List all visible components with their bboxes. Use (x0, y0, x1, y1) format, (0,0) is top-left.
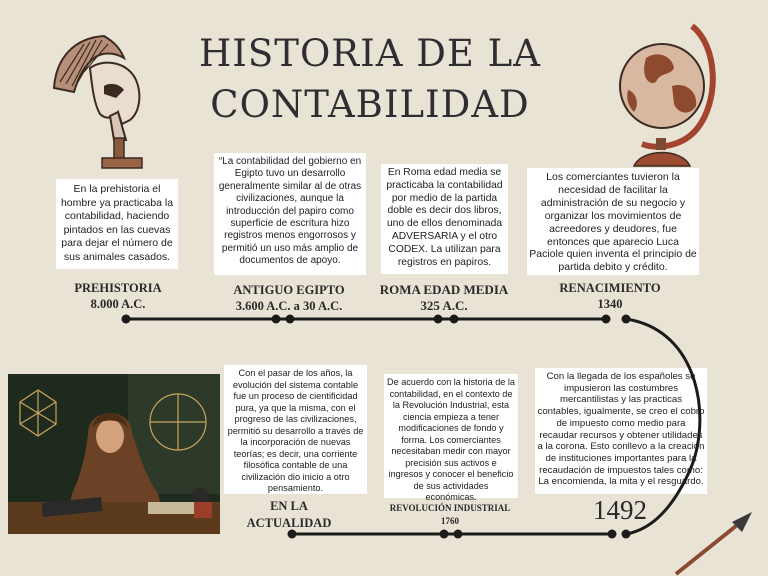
timeline-dot-1492-end (622, 530, 631, 539)
timeline-dot-egipto-end (286, 315, 295, 324)
timeline-dot-revolucion-start (440, 530, 449, 539)
era-prehistoria-name: PREHISTORIA (74, 281, 162, 295)
timeline-dot-roma-end (450, 315, 459, 324)
era-actualidad-line1: EN LA (270, 499, 308, 513)
egipto-description: “La contabilidad del gobierno en Egipto tuvo un desarrollo generalmente similar al de otras civilizaciones, aunque la introducción del papiro como superficie de escritura hizo registros menos engorrosos y permitió un uso más amplio de documentos de apoyo. (214, 153, 366, 275)
era-roma-name: ROMA EDAD MEDIA (379, 282, 509, 297)
timeline-dot-egipto-start (272, 315, 281, 324)
timeline-curve (626, 319, 700, 534)
era-revolucion-name: REVOLUCIÓN INDUSTRIAL (389, 503, 511, 513)
era-prehistoria-date: 8.000 A.C. (90, 297, 146, 311)
espanoles-description: Con la llegada de los españoles se impusieron las costumbres mercantilistas y las practicas contables, igualmente, se creo el cobro de impuesto como medio para recaudar recursos y obtener utilidades a la corona. Esto conllevo a la creación de instituciones importantes para la recaudación de impuestos tales como: La encomienda, la mita y el resguardo. (535, 368, 707, 494)
era-actualidad-line2: ACTUALIDAD (246, 516, 332, 530)
era-renacimiento-name: RENACIMIENTO (559, 281, 661, 295)
renacimiento-description: Los comerciantes tuvieron la necesidad de facilitar la administración de su negocio y organizar los movimientos de acreedores y deudores, fue entonces que aparecio Luca Paciole quien inventa el principio de partida debito y crédito. (527, 168, 699, 275)
title-line-2: CONTABILIDAD (210, 83, 530, 126)
era-egipto-name: ANTIGUO EGIPTO (233, 283, 345, 297)
timeline-dot-1492-start (608, 530, 617, 539)
revolucion-description: De acuerdo con la historia de la contabilidad, en el contexto de la Revolución Industrial, esta ciencia empieza a tener modificaciones de fondo y forma. Los comerciantes necesitaban medir con mayor precisión sus activos e ingresos y conocer el beneficio de sus actividades económicas. (384, 374, 518, 498)
timeline-dot-renacimiento (602, 315, 611, 324)
era-renacimiento-date: 1340 (597, 297, 623, 311)
title-line-1: HISTORIA DE LA (199, 32, 541, 75)
prehistoria-description: En la prehistoria el hombre ya practicaba la contabilidad, haciendo pintados en las cuevas para dejar el número de sus animales casados. (56, 179, 178, 269)
era-revolucion-date: 1760 (441, 516, 459, 526)
timeline-dot-prehistoria (122, 315, 131, 324)
timeline-dot-roma-start (434, 315, 443, 324)
era-egipto-date: 3.600 A.C. a 30 A.C. (235, 299, 343, 313)
era-1492: 1492 (593, 495, 647, 525)
roma-description: En Roma edad media se practicaba la contabilidad por medio de la partida doble es decir dos libros, uno de ellos denominada ADVERSARIA y el otro CODEX. La utilizan para registros en papiros. (381, 164, 508, 274)
actualidad-description: Con el pasar de los años, la evolución del sistema contable fue un proceso de cientificidad pura, ya que la misma, con el progreso de las civilizaciones, permitió su desarrollo a través de la incorporación de nuevas teorías; es decir, una corriente filosófica contable de una civilización dio inicio a otro pensamiento. (224, 365, 367, 494)
timeline-dot-revolucion-end (454, 530, 463, 539)
timeline-dot-actualidad (288, 530, 297, 539)
era-roma-date: 325 A.C. (420, 298, 468, 313)
timeline-dot-curve-start (622, 315, 631, 324)
